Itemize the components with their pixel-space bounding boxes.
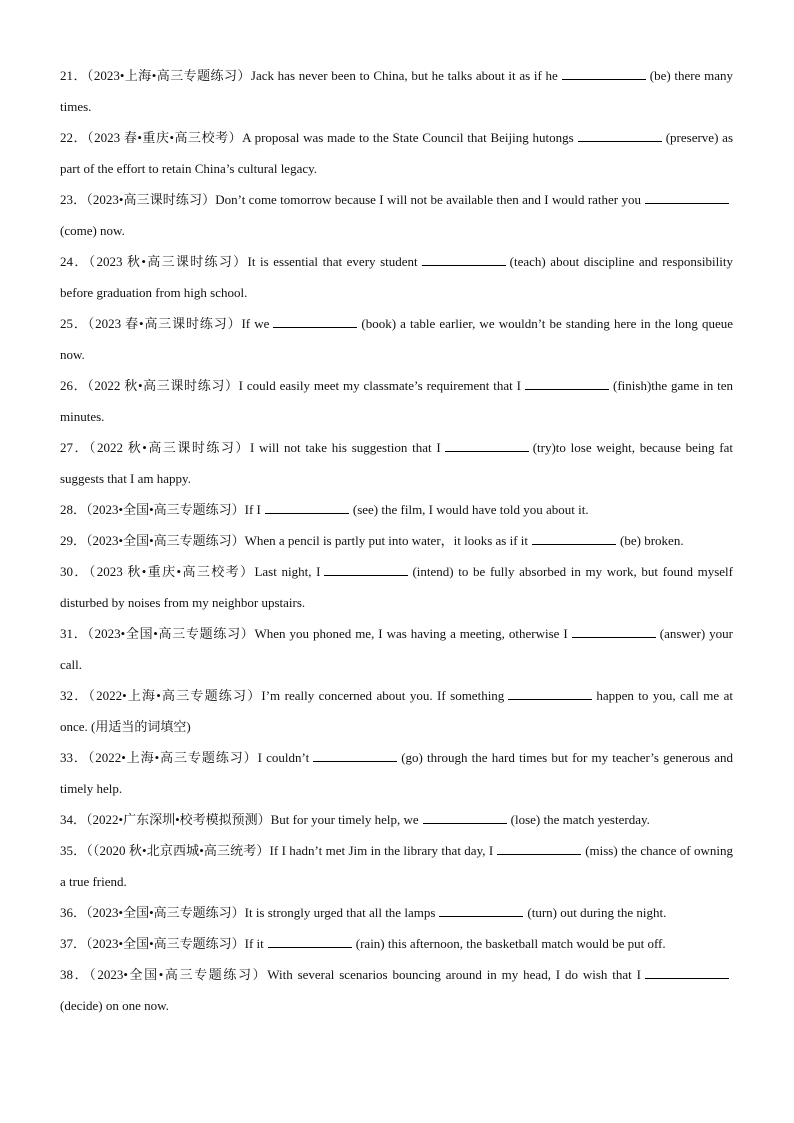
answer-blank[interactable] xyxy=(578,127,662,142)
question-item xyxy=(60,246,733,308)
question-item xyxy=(60,897,733,928)
answer-blank[interactable] xyxy=(572,623,656,638)
question-number: 34． xyxy=(60,812,87,827)
question-item xyxy=(60,556,733,618)
answer-blank[interactable] xyxy=(422,251,506,266)
question-text-before: If I xyxy=(244,502,261,517)
answer-blank[interactable] xyxy=(445,437,529,452)
question-number: 36． xyxy=(60,905,87,920)
question-source: （2023 秋•重庆•高三校考） xyxy=(88,564,255,579)
question-source: （2022 秋•高三课时练习） xyxy=(89,440,250,455)
question-source: （2023•全国•高三专题练习） xyxy=(86,533,245,548)
question-text-before: With several scenarios bouncing around in my head, I do wish that I xyxy=(267,967,641,982)
question-number: 28． xyxy=(60,502,87,517)
question-item xyxy=(60,122,733,184)
question-source: （2022•广东深圳•校考模拟预测） xyxy=(86,812,271,827)
question-source: （2023 春•重庆•高三校考） xyxy=(87,130,243,145)
question-source: （2023•全国•高三专题练习） xyxy=(86,905,245,920)
question-source: （2023 春•高三课时练习） xyxy=(87,316,242,331)
question-item xyxy=(60,742,733,804)
answer-blank[interactable] xyxy=(439,902,523,917)
question-text-before: I could easily meet my classmate’s requirement that I xyxy=(238,378,521,393)
question-text-before: I couldn’t xyxy=(257,750,310,765)
answer-blank[interactable] xyxy=(273,313,357,328)
answer-blank[interactable] xyxy=(265,499,349,514)
question-number: 21． xyxy=(60,68,87,83)
question-item xyxy=(60,804,733,835)
exercise-list xyxy=(60,60,733,1021)
question-number: 30． xyxy=(60,564,89,579)
question-source: （2022 秋•高三课时练习） xyxy=(87,378,239,393)
question-text-before: I’m really concerned about you. If something xyxy=(261,688,505,703)
question-text-before: But for your timely help, we xyxy=(270,812,419,827)
question-number: 35． xyxy=(60,843,87,858)
question-item xyxy=(60,618,733,680)
question-text-after: (intend) to be fully absorbed in my work, but found myself disturbed by noises from my neighbor upstairs. xyxy=(60,564,733,610)
question-source: （2022•上海•高三专题练习） xyxy=(88,688,262,703)
question-source: （2023•全国•高三专题练习） xyxy=(87,626,255,641)
question-text-after: (decide) on one now. xyxy=(60,998,169,1013)
question-number: 25． xyxy=(60,316,88,331)
question-text-after: (answer) your call. xyxy=(60,626,733,672)
question-item xyxy=(60,308,733,370)
question-item xyxy=(60,184,733,246)
question-number: 33． xyxy=(60,750,88,765)
question-text-after: (finish)the game in ten minutes. xyxy=(60,378,733,424)
question-text-before: Don’t come tomorrow because I will not be available then and I would rather you xyxy=(215,192,641,207)
answer-blank[interactable] xyxy=(324,561,408,576)
answer-blank[interactable] xyxy=(313,747,397,762)
question-number: 37． xyxy=(60,936,87,951)
question-item xyxy=(60,60,733,122)
question-number: 26． xyxy=(60,378,88,393)
question-text-before: It is essential that every student xyxy=(247,254,418,269)
question-text-before: Jack has never been to China, but he talks about it as if he xyxy=(250,68,558,83)
question-number: 31． xyxy=(60,626,88,641)
question-item xyxy=(60,835,733,897)
question-text-after: (preserve) as part of the effort to retain China’s cultural legacy. xyxy=(60,130,734,176)
question-text-after: (try)to lose weight, because being fat suggests that I am happy. xyxy=(60,440,734,486)
question-text-before: Last night, I xyxy=(254,564,321,579)
answer-blank[interactable] xyxy=(562,65,646,80)
question-text-after: (rain) this afternoon, the basketball match would be put off. xyxy=(355,936,666,951)
question-number: 27． xyxy=(60,440,90,455)
answer-blank[interactable] xyxy=(423,809,507,824)
answer-blank[interactable] xyxy=(497,840,581,855)
question-source: （2022•上海•高三专题练习） xyxy=(87,750,258,765)
question-source: （2023•上海•高三专题练习） xyxy=(86,68,251,83)
question-text-before: A proposal was made to the State Council that Beijing hutongs xyxy=(242,130,574,145)
question-text-after: (go) through the hard times but for my teacher’s generous and timely help. xyxy=(60,750,733,796)
question-source: （2023•高三课时练习） xyxy=(86,192,216,207)
question-text-after: (see) the film, I would have told you about it. xyxy=(352,502,589,517)
question-text-after: happen to you, call me at once. (用适当的词填空) xyxy=(60,688,733,734)
question-text-before: If it xyxy=(244,936,264,951)
question-text-after: (be) broken. xyxy=(620,533,684,548)
question-number: 29． xyxy=(60,533,87,548)
question-item xyxy=(60,370,733,432)
question-item xyxy=(60,680,733,742)
answer-blank[interactable] xyxy=(645,964,729,979)
question-text-before: If we xyxy=(241,316,270,331)
question-number: 32． xyxy=(60,688,89,703)
answer-blank[interactable] xyxy=(268,933,352,948)
question-number: 24． xyxy=(60,254,89,269)
question-number: 38． xyxy=(60,967,90,982)
question-item xyxy=(60,432,733,494)
question-source: （2023•全国•高三专题练习） xyxy=(86,502,245,517)
question-text-after: (be) there many times. xyxy=(60,68,733,114)
question-text-before: It is strongly urged that all the lamps xyxy=(244,905,436,920)
answer-blank[interactable] xyxy=(508,685,592,700)
question-text-after: (teach) about discipline and responsibility before graduation from high school. xyxy=(60,254,733,300)
answer-blank[interactable] xyxy=(525,375,609,390)
question-text-after: (come) now. xyxy=(60,223,125,238)
question-number: 22． xyxy=(60,130,88,145)
question-text-before: If I hadn’t met Jim in the library that day, I xyxy=(269,843,494,858)
answer-blank[interactable] xyxy=(532,530,616,545)
question-item xyxy=(60,525,733,556)
question-text-after: (book) a table earlier, we wouldn’t be standing here in the long queue now. xyxy=(60,316,733,362)
question-text-before: When a pencil is partly put into water，it looks as if it xyxy=(244,533,529,548)
question-item xyxy=(60,928,733,959)
answer-blank[interactable] xyxy=(645,189,729,204)
question-item xyxy=(60,959,733,1021)
question-source: （2023•全国•高三专题练习） xyxy=(86,936,245,951)
question-text-after: (lose) the match yesterday. xyxy=(510,812,650,827)
question-number: 23． xyxy=(60,192,87,207)
question-source: （（2020 秋•北京西城•高三统考） xyxy=(86,843,270,858)
question-text-after: (turn) out during the night. xyxy=(527,905,667,920)
question-text-before: I will not take his suggestion that I xyxy=(249,440,441,455)
question-source: （2023•全国•高三专题练习） xyxy=(89,967,268,982)
question-text-after: (miss) the chance of owning a true friend. xyxy=(60,843,733,889)
question-source: （2023 秋•高三课时练习） xyxy=(88,254,248,269)
question-text-before: When you phoned me, I was having a meeting, otherwise I xyxy=(254,626,568,641)
question-item xyxy=(60,494,733,525)
